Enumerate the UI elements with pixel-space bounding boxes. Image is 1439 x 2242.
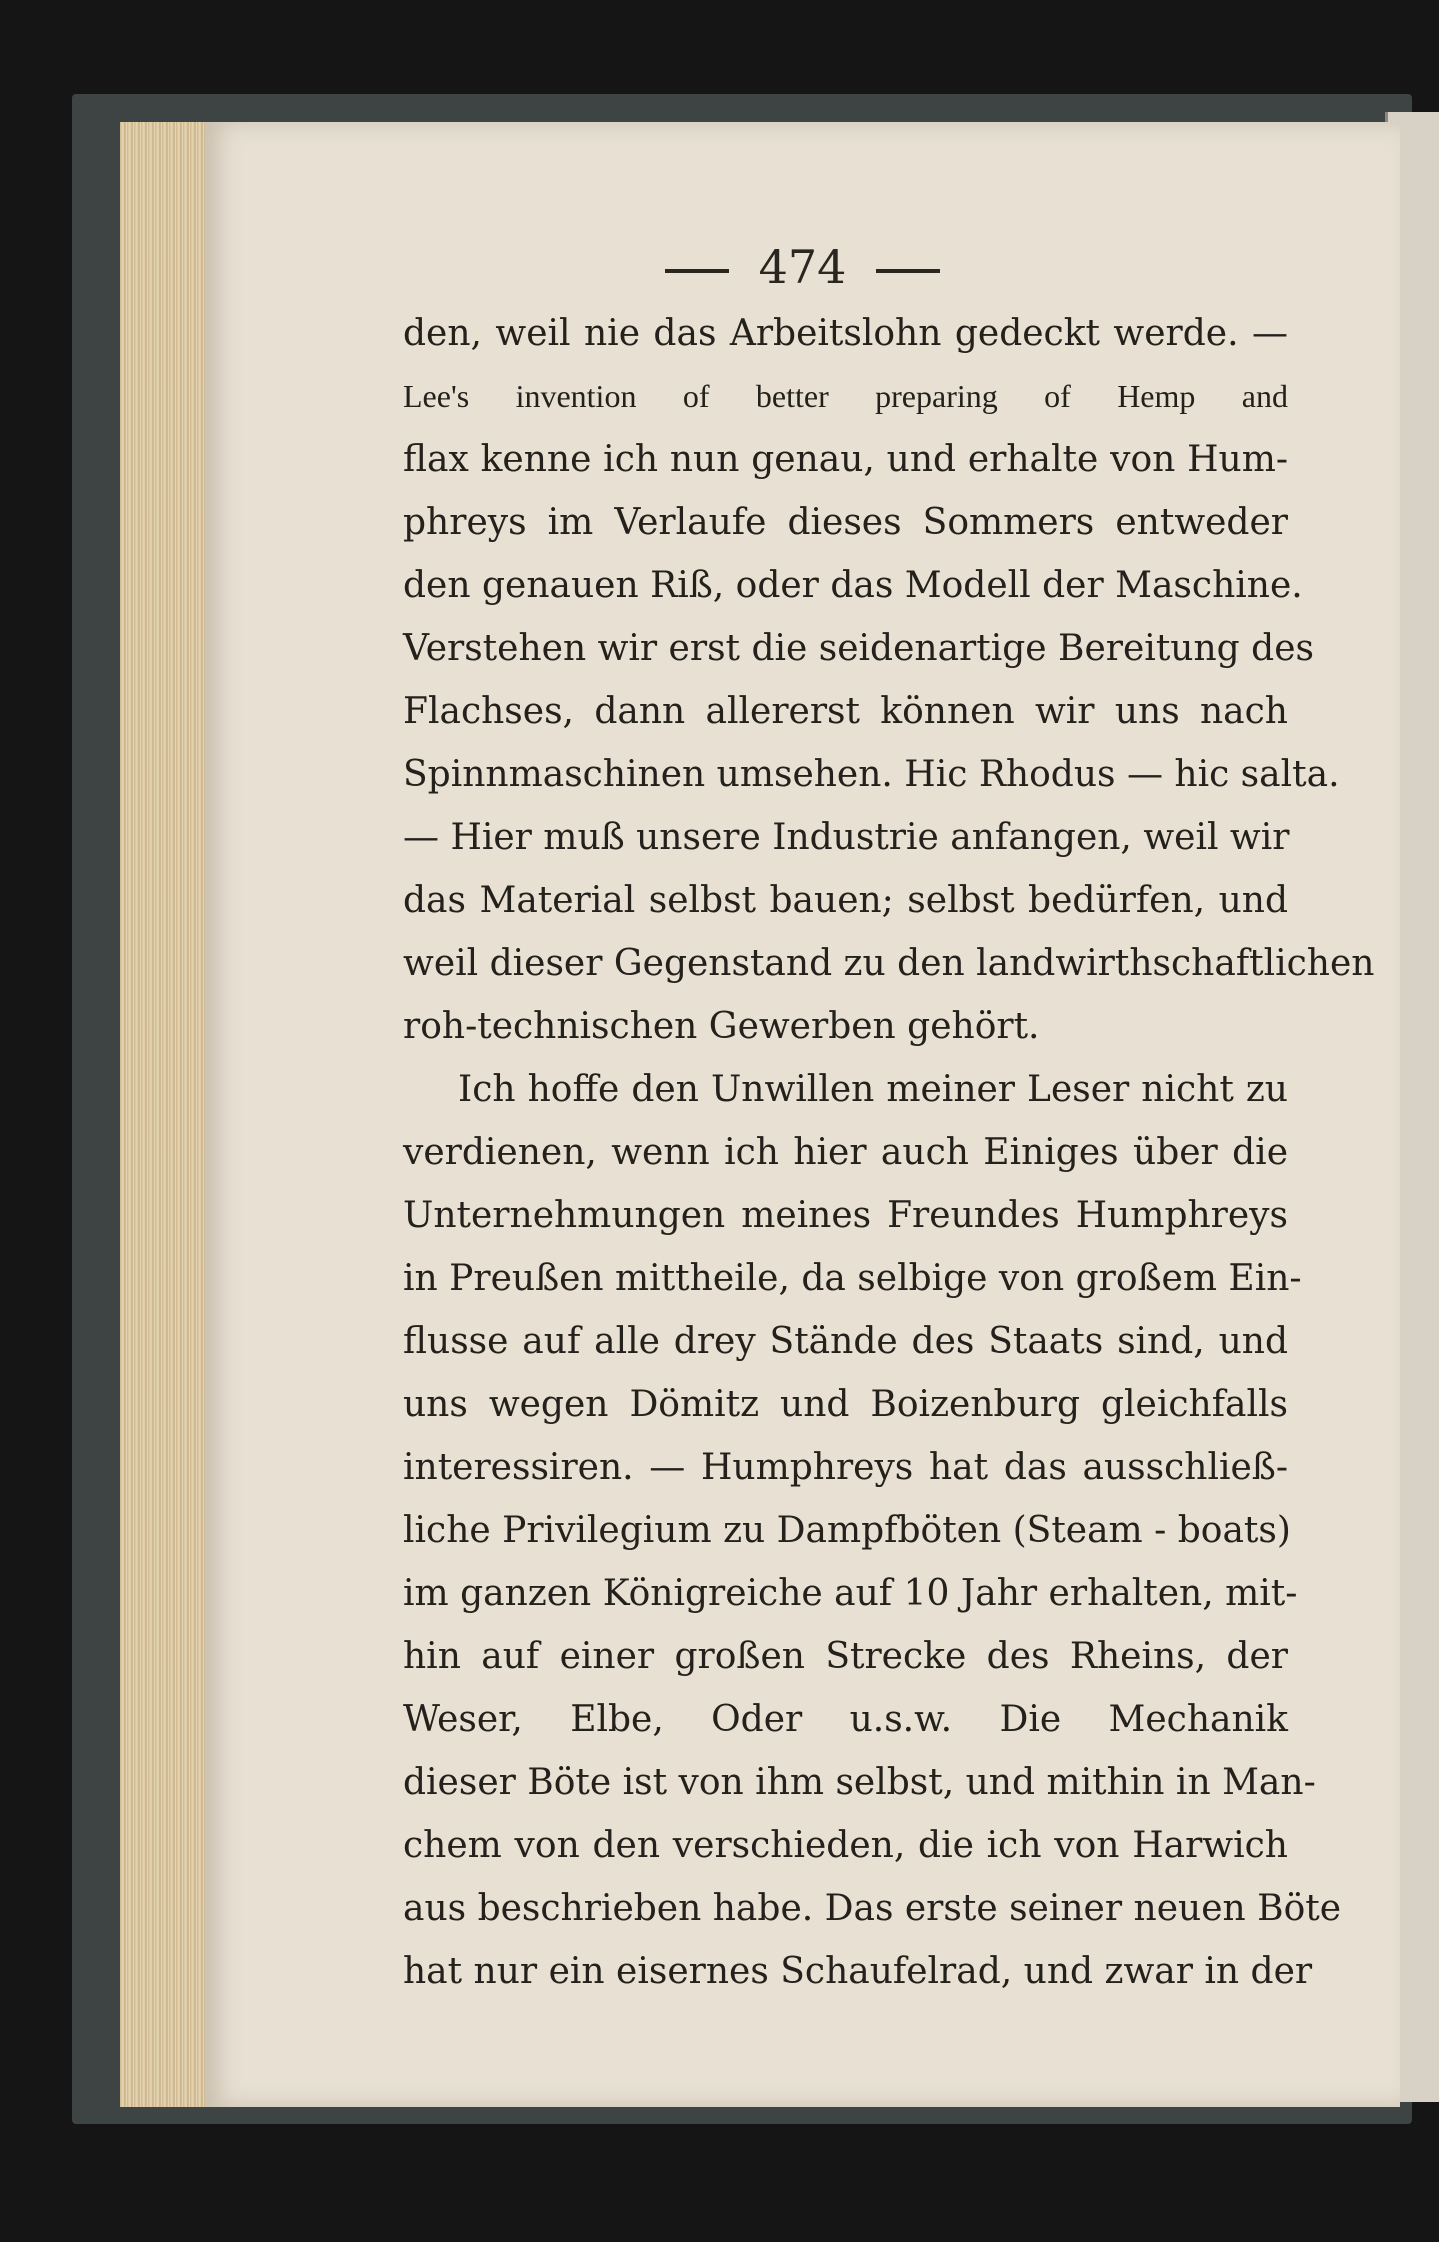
text-line: — Hier muß unsere Industrie anfangen, weil wir xyxy=(403,817,1290,858)
text-line: hin auf einer großen Strecke des Rheins, der xyxy=(403,1636,1288,1677)
text-line: flusse auf alle drey Stände des Staats sind, und xyxy=(403,1321,1288,1362)
text-line: den, weil nie das Arbeitslohn gedeckt werde. — xyxy=(403,313,1288,354)
text-line: chem von den verschieden, die ich von Harwich xyxy=(403,1825,1288,1866)
text-line: flax kenne ich nun genau, und erhalte von Hum- xyxy=(403,439,1288,480)
page-number: 474 xyxy=(758,240,847,294)
text-line: Lee's invention of better preparing of Hemp and xyxy=(403,378,1288,414)
text-line: liche Privilegium zu Dampfböten (Steam - boats) xyxy=(403,1510,1291,1551)
text-line: Unternehmungen meines Freundes Humphreys xyxy=(403,1195,1288,1236)
text-line: phreys im Verlaufe dieses Sommers entweder xyxy=(403,502,1288,543)
page-edges xyxy=(120,122,214,2107)
text-line: hat nur ein eisernes Schaufelrad, und zwar in der xyxy=(403,1951,1313,1992)
page-header xyxy=(205,240,1400,294)
text-line: Weser, Elbe, Oder u.s.w. Die Mechanik xyxy=(403,1699,1288,1740)
text-line: Ich hoffe den Unwillen meiner Leser nicht zu xyxy=(458,1069,1288,1110)
text-line: interessiren. — Humphreys hat das ausschließ- xyxy=(403,1447,1288,1488)
text-line: dieser Böte ist von ihm selbst, und mithin in Man- xyxy=(403,1762,1316,1803)
body-text xyxy=(403,302,1375,2003)
header-dash-left xyxy=(665,269,729,273)
text-line: in Preußen mittheile, da selbige von großem Ein- xyxy=(403,1258,1302,1299)
text-line: Flachses, dann allererst können wir uns nach xyxy=(403,691,1288,732)
text-line: Verstehen wir erst die seidenartige Bereitung des xyxy=(403,628,1314,669)
text-line: im ganzen Königreiche auf 10 Jahr erhalten, mit- xyxy=(403,1573,1298,1614)
text-line: uns wegen Dömitz und Boizenburg gleichfalls xyxy=(403,1384,1288,1425)
text-line: verdienen, wenn ich hier auch Einiges über die xyxy=(403,1132,1288,1173)
text-line: roh-technischen Gewerben gehört. xyxy=(403,1006,1040,1047)
book-page xyxy=(205,122,1400,2107)
text-line: das Material selbst bauen; selbst bedürfen, und xyxy=(403,880,1288,921)
text-line: weil dieser Gegenstand zu den landwirthschaftlichen xyxy=(403,943,1375,984)
text-line: Spinnmaschinen umsehen. Hic Rhodus — hic salta. xyxy=(403,754,1340,795)
text-line: aus beschrieben habe. Das erste seiner neuen Böte xyxy=(403,1888,1342,1929)
header-dash-right xyxy=(876,269,940,273)
text-line: den genauen Riß, oder das Modell der Maschine. xyxy=(403,565,1303,606)
